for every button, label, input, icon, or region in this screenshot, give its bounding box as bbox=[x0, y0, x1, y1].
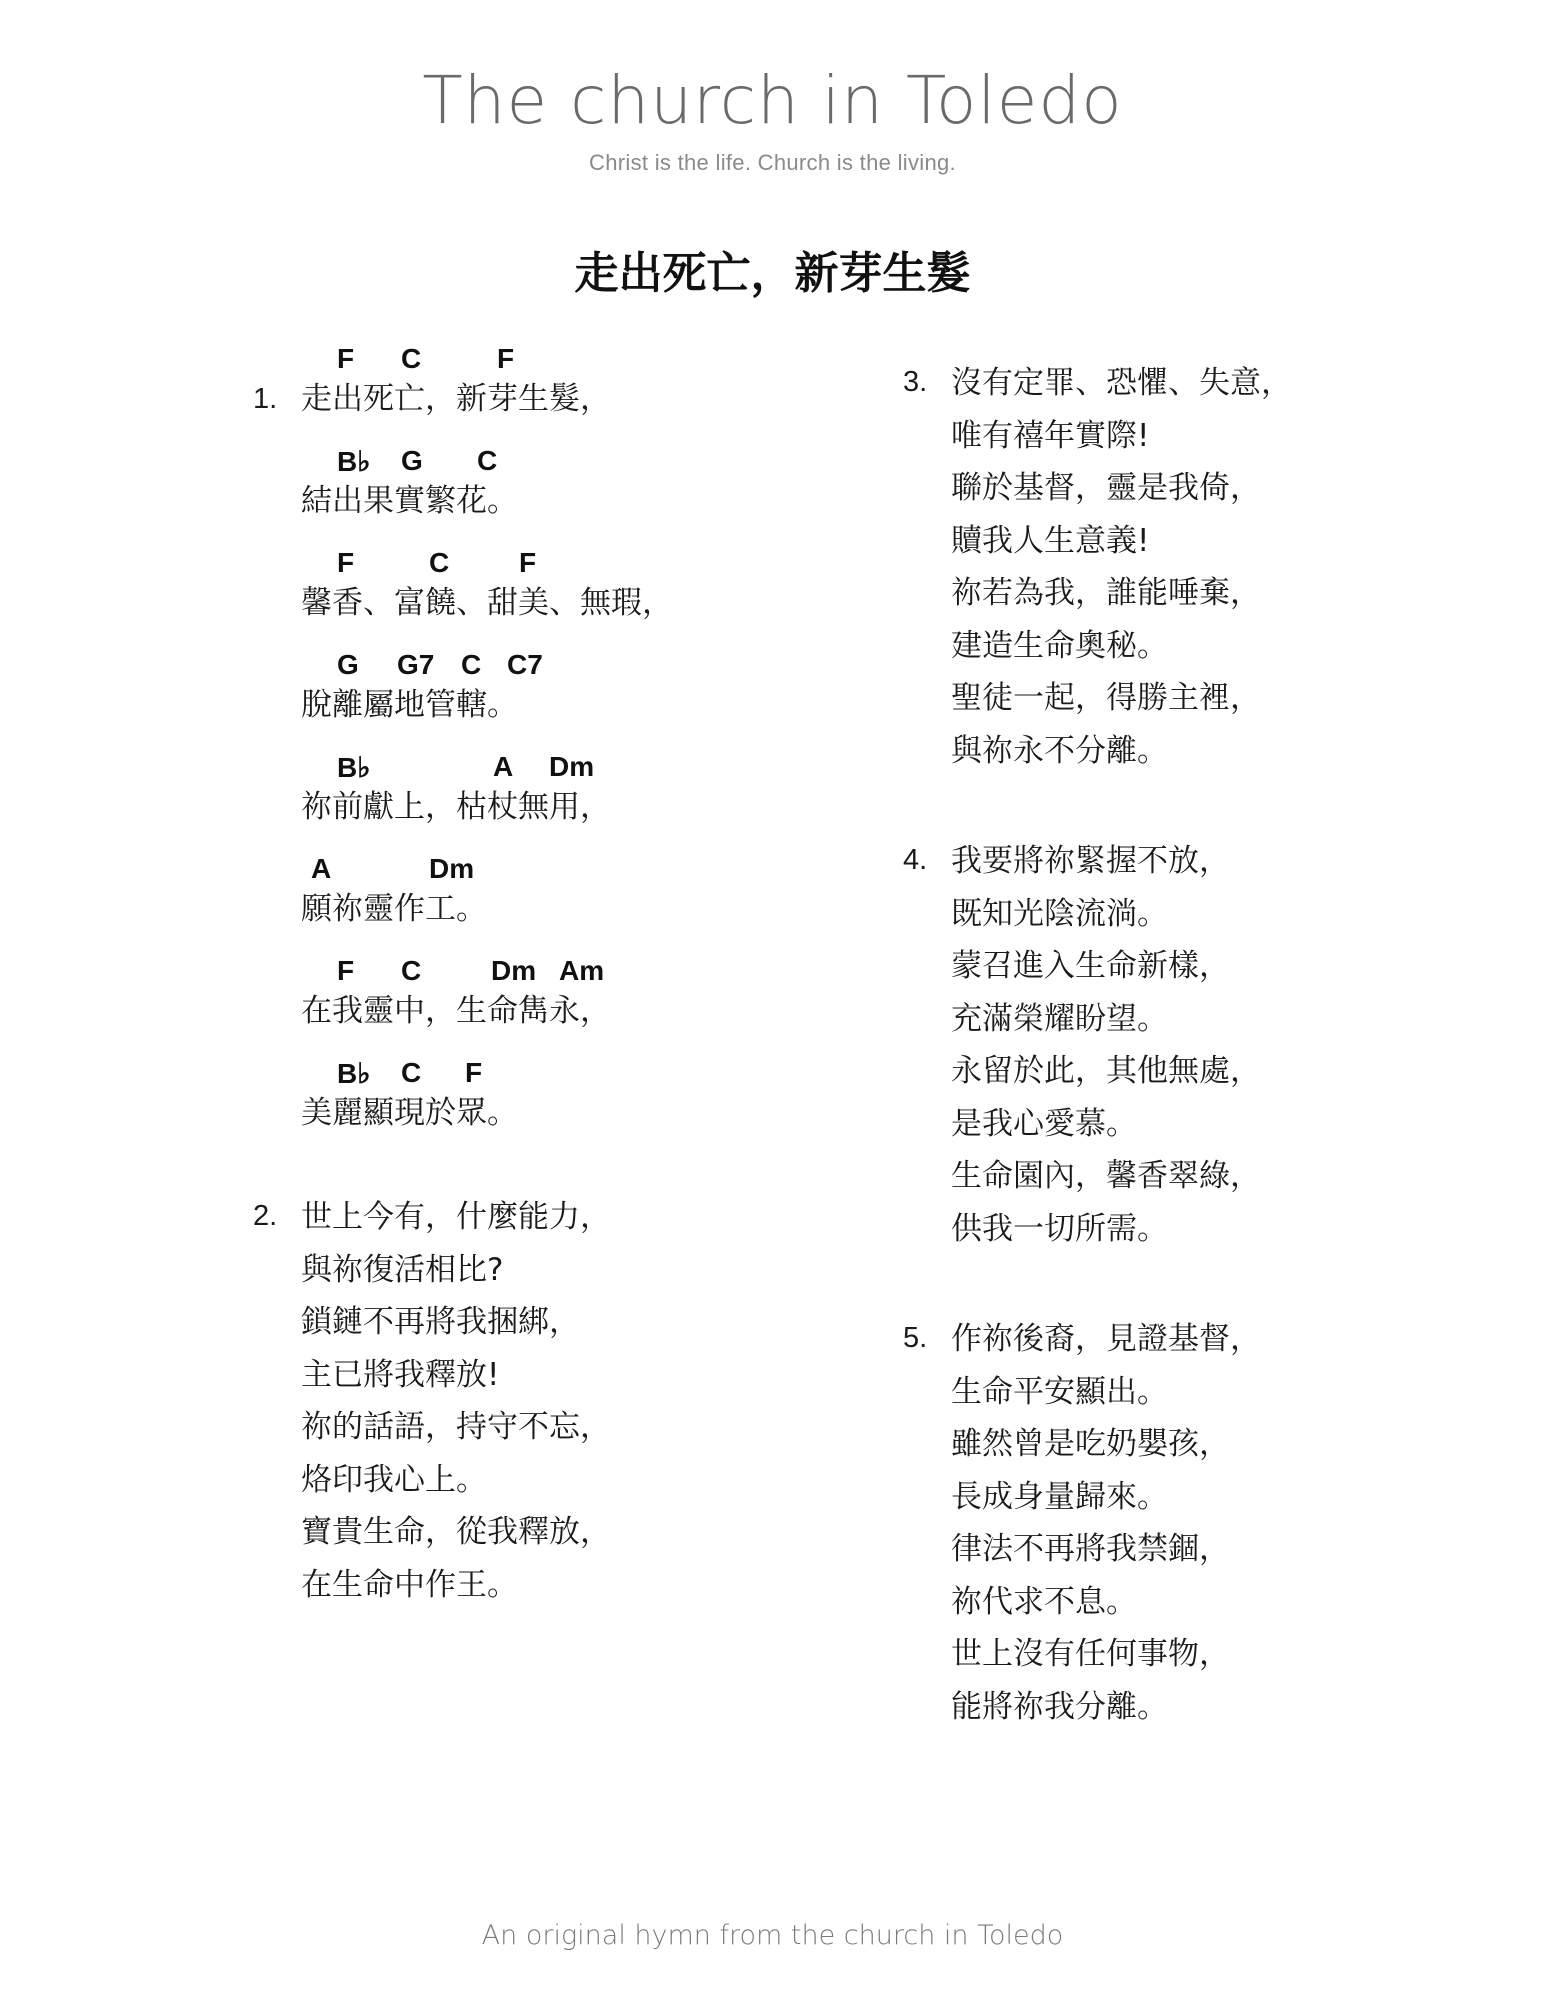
lyric-line: 祢前獻上，枯杖無用， bbox=[301, 789, 611, 825]
chord: F bbox=[465, 1057, 483, 1088]
lyric-line: 聯於基督，靈是我倚， bbox=[951, 470, 1261, 506]
lyric-line: 唯有禧年實際! bbox=[951, 417, 1150, 454]
lyric-line: 贖我人生意義! bbox=[951, 522, 1150, 559]
chord: C bbox=[401, 343, 422, 374]
chord-row bbox=[301, 649, 813, 685]
stanza-lines bbox=[301, 343, 813, 1133]
tagline: Christ is the life. Church is the living. bbox=[589, 150, 956, 175]
lyric-line: 在我靈中，生命雋永， bbox=[301, 993, 611, 1029]
lyric-line: 結出果實繁花。 bbox=[301, 483, 518, 519]
chord: F bbox=[337, 955, 355, 986]
chord-lyric-pair bbox=[301, 853, 813, 929]
chord-row bbox=[301, 853, 813, 889]
stanza-2 bbox=[253, 1191, 813, 1611]
chord: A bbox=[311, 853, 332, 884]
chord: G7 bbox=[397, 649, 435, 680]
lyric-line: 馨香、富饒、甜美、無瑕， bbox=[301, 585, 673, 621]
chord-row bbox=[301, 547, 813, 583]
lyric-line: 願祢靈作工。 bbox=[301, 891, 487, 927]
chord: C bbox=[401, 955, 422, 986]
chord-lyric-pair bbox=[301, 547, 813, 623]
chord: C7 bbox=[507, 649, 543, 680]
chord-lyric-pair bbox=[301, 343, 813, 419]
lyric-line: 建造生命奧秘。 bbox=[951, 627, 1168, 664]
chord-lyric-pair bbox=[301, 955, 813, 1031]
chord: B♭ bbox=[337, 1058, 371, 1089]
stanza-3 bbox=[903, 357, 1423, 777]
right-column bbox=[903, 357, 1423, 1791]
lyric-line: 主已將我釋放! bbox=[301, 1356, 500, 1393]
chord: C bbox=[429, 547, 450, 578]
chord: B♭ bbox=[337, 446, 371, 477]
chord: F bbox=[519, 547, 537, 578]
chord: Dm bbox=[429, 853, 475, 884]
lyric-line: 鎖鏈不再將我捆綁， bbox=[301, 1304, 580, 1340]
chord: G bbox=[401, 445, 423, 476]
chord: F bbox=[497, 343, 515, 374]
lyric-line: 與祢永不分離。 bbox=[951, 732, 1168, 769]
stanza-4 bbox=[903, 835, 1423, 1255]
stanza-number: 5. bbox=[903, 1322, 928, 1354]
song-title: 走出死亡，新芽生髮 bbox=[574, 248, 971, 299]
chord: F bbox=[337, 547, 355, 578]
lyric-line: 美麗顯現於眾。 bbox=[301, 1095, 518, 1131]
lyric-line: 我要將祢緊握不放， bbox=[951, 843, 1230, 879]
lyric-line: 雖然曾是吃奶嬰孩， bbox=[951, 1426, 1230, 1462]
lyric-line: 在生命中作王。 bbox=[301, 1566, 518, 1603]
chord: A bbox=[493, 751, 514, 782]
site-title: The church in Toledo bbox=[422, 62, 1123, 139]
lyric-line: 世上今有，什麼能力， bbox=[301, 1199, 611, 1235]
chord: C bbox=[401, 1057, 422, 1088]
stanza-lines bbox=[301, 1191, 813, 1611]
lyric-line: 能將祢我分離。 bbox=[951, 1688, 1168, 1725]
lyric-line: 祢代求不息。 bbox=[951, 1583, 1137, 1620]
lyric-line: 作祢後裔，見證基督， bbox=[951, 1321, 1261, 1357]
lyric-line: 沒有定罪、恐懼、失意， bbox=[951, 365, 1292, 401]
chord: B♭ bbox=[337, 752, 371, 783]
chord-lyric-pair bbox=[301, 1057, 813, 1133]
chord-row bbox=[301, 955, 813, 991]
lyric-line: 長成身量歸來。 bbox=[951, 1478, 1168, 1515]
lyric-line: 充滿榮耀盼望。 bbox=[951, 1000, 1168, 1037]
left-column bbox=[253, 343, 813, 1669]
chord-lyric-pair bbox=[301, 751, 813, 827]
chord: C bbox=[477, 445, 498, 476]
lyric-line: 既知光陰流淌。 bbox=[951, 895, 1168, 932]
lyric-line: 烙印我心上。 bbox=[301, 1461, 487, 1498]
lyric-line: 祢若為我，誰能唾棄， bbox=[951, 575, 1261, 611]
lyric-line: 永留於此，其他無處， bbox=[951, 1053, 1261, 1089]
stanza-lines bbox=[951, 835, 1423, 1255]
stanza-number: 4. bbox=[903, 844, 928, 876]
stanza-5 bbox=[903, 1313, 1423, 1733]
stanza-number: 3. bbox=[903, 366, 928, 398]
lyric-line: 蒙召進入生命新樣， bbox=[951, 948, 1230, 984]
lyric-line: 是我心愛慕。 bbox=[951, 1105, 1137, 1142]
chord-lyric-pair bbox=[301, 445, 813, 521]
lyric-line: 走出死亡，新芽生髮， bbox=[301, 381, 611, 417]
stanza-lines bbox=[951, 357, 1423, 777]
stanza-number: 2. bbox=[253, 1200, 278, 1232]
chord-row bbox=[301, 445, 813, 481]
chord-row bbox=[301, 1057, 813, 1093]
lyric-line: 供我一切所需。 bbox=[951, 1210, 1168, 1247]
chord: Am bbox=[559, 955, 605, 986]
lyric-line: 律法不再將我禁錮， bbox=[951, 1531, 1230, 1567]
stanza-1 bbox=[253, 343, 813, 1133]
lyric-line: 生命園內，馨香翠綠， bbox=[951, 1158, 1261, 1194]
chord-lyric-pair bbox=[301, 649, 813, 725]
chord: Dm bbox=[549, 751, 595, 782]
chord-row bbox=[301, 343, 813, 379]
lyric-line: 脫離屬地管轄。 bbox=[301, 687, 518, 723]
chord-row bbox=[301, 751, 813, 787]
lyric-line: 與祢復活相比? bbox=[301, 1251, 504, 1288]
chord: Dm bbox=[491, 955, 537, 986]
lyric-line: 世上沒有任何事物， bbox=[951, 1636, 1230, 1672]
lyric-line: 祢的話語，持守不忘， bbox=[301, 1409, 611, 1445]
page-header bbox=[0, 62, 1545, 176]
chord: G bbox=[337, 649, 359, 680]
lyric-line: 聖徒一起，得勝主裡， bbox=[951, 680, 1261, 716]
lyric-line: 寶貴生命，從我釋放， bbox=[301, 1514, 611, 1550]
footer-text: An original hymn from the church in Toledo bbox=[481, 1920, 1064, 1951]
stanza-number: 1. bbox=[253, 383, 278, 415]
chord: C bbox=[461, 649, 482, 680]
chord: F bbox=[337, 343, 355, 374]
lyric-line: 生命平安顯出。 bbox=[951, 1373, 1168, 1410]
stanza-lines bbox=[951, 1313, 1423, 1733]
